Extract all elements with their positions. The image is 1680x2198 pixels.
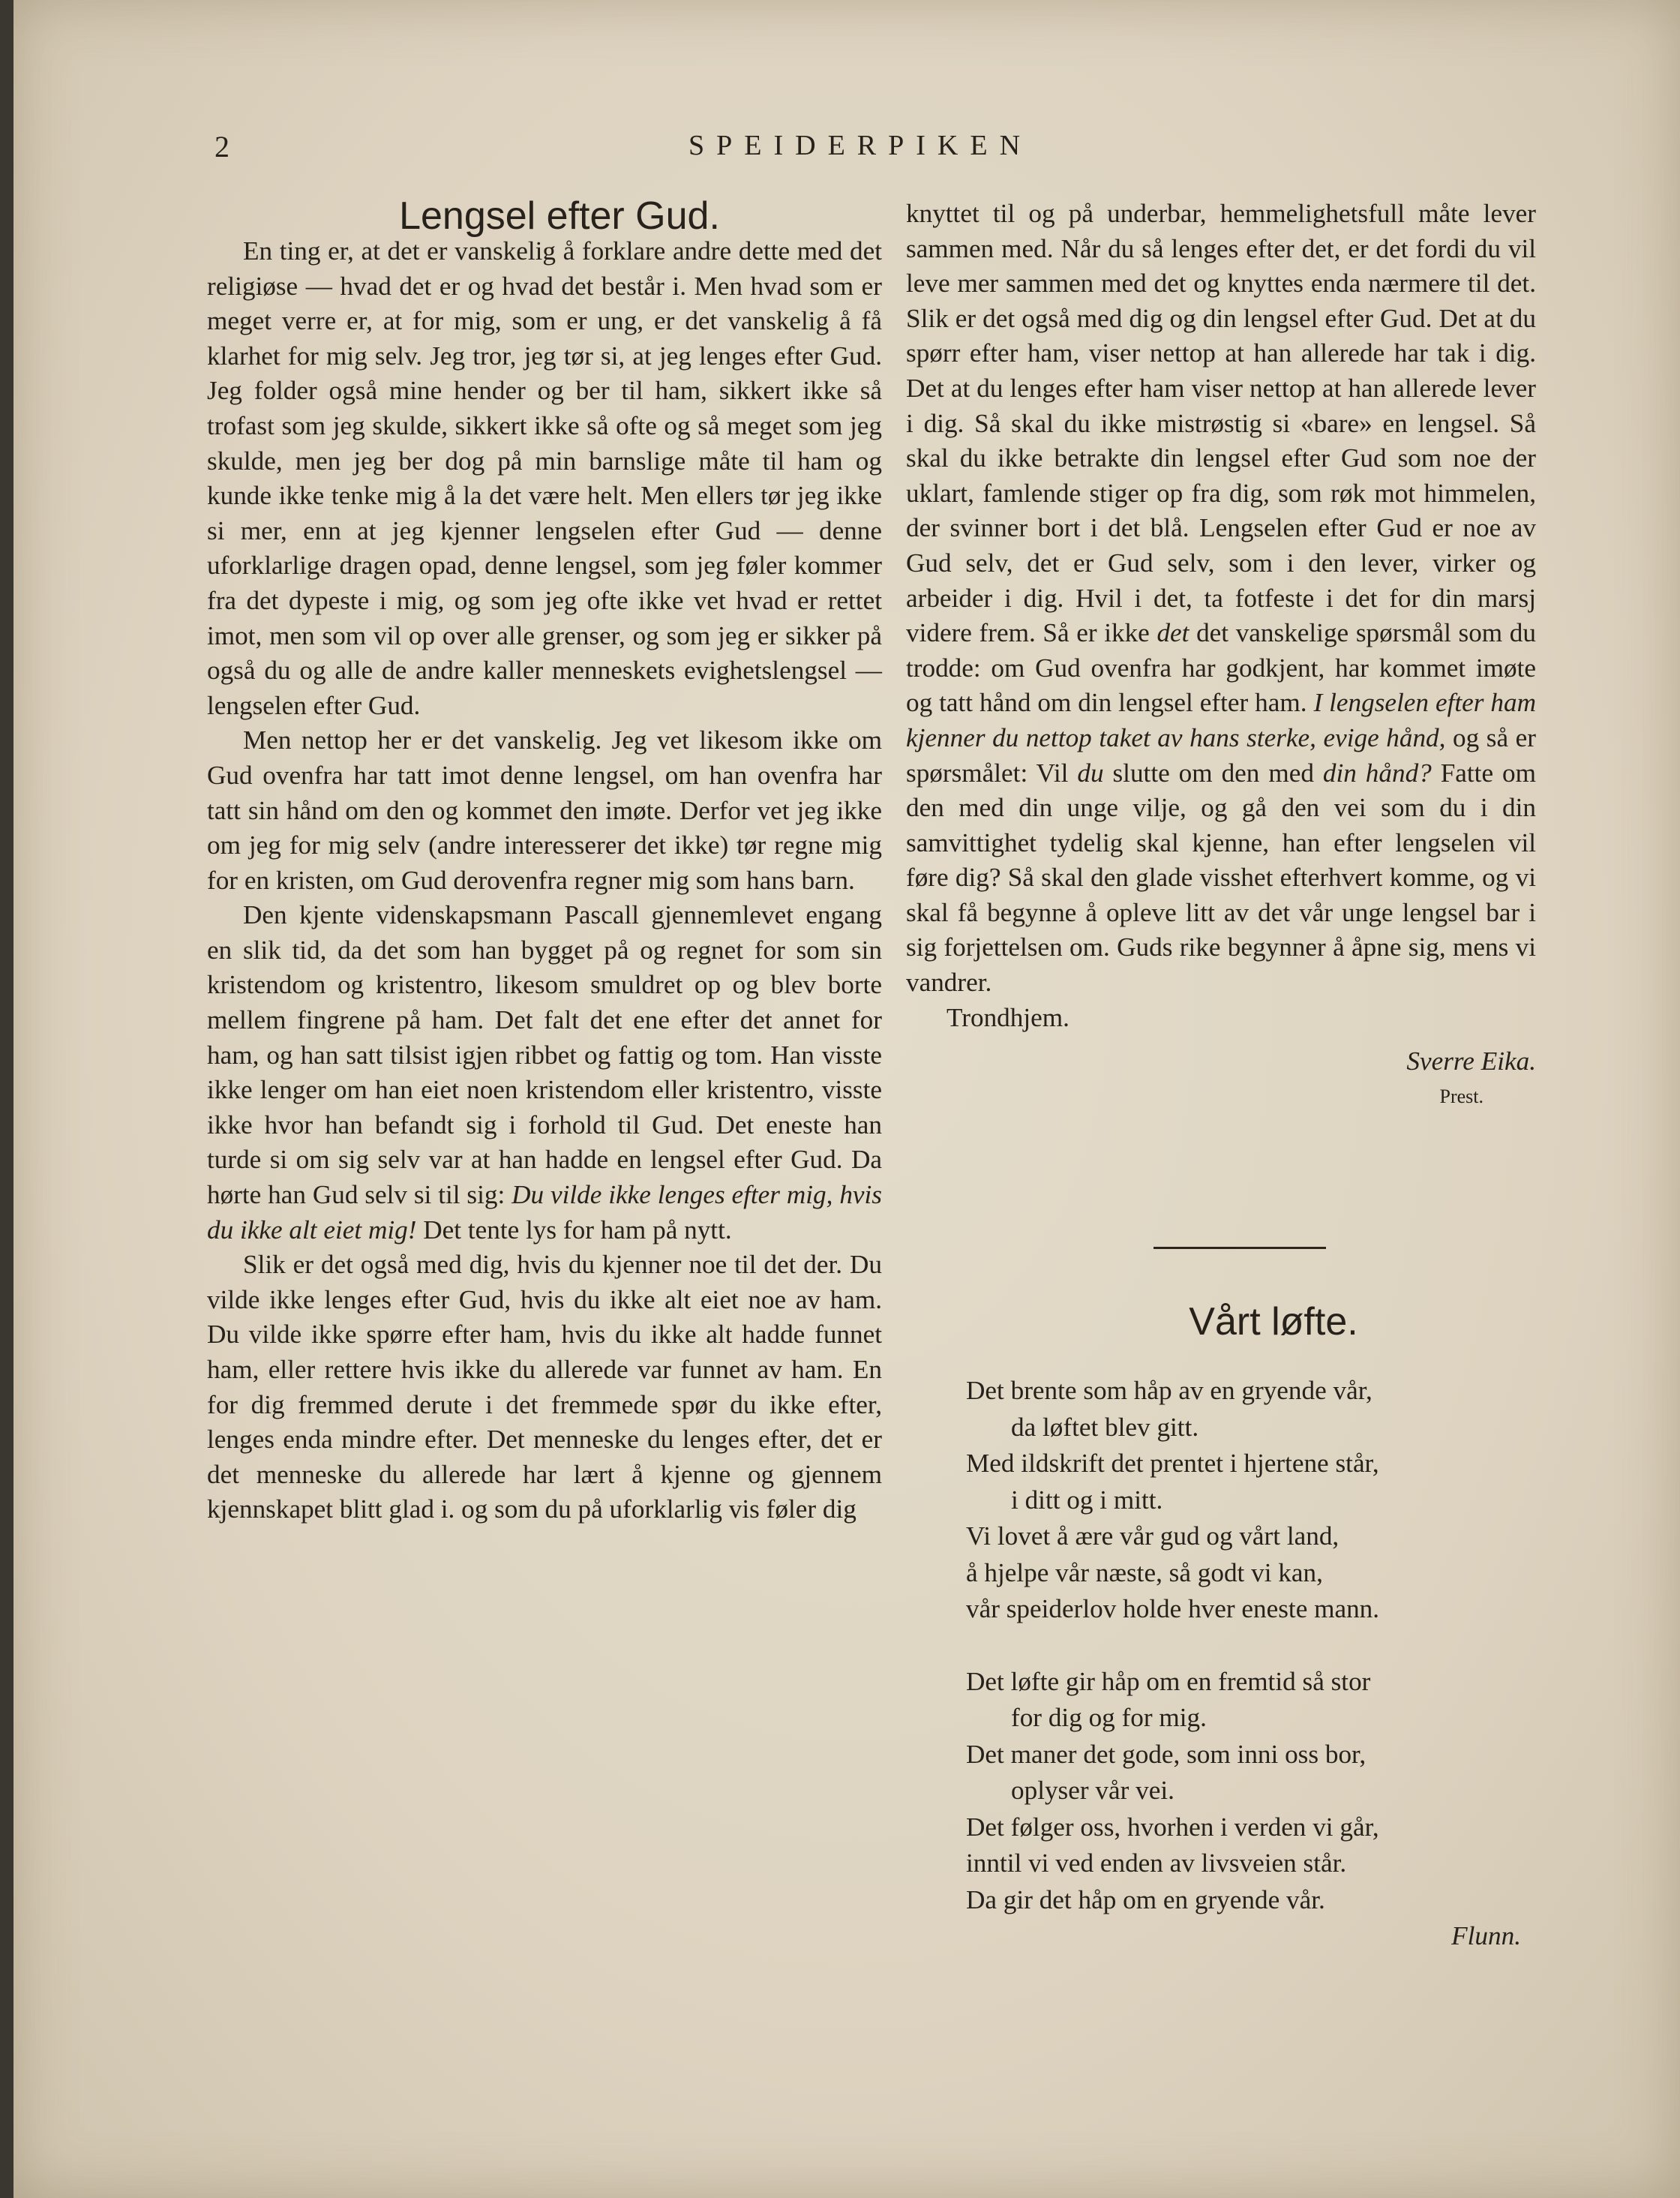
poem-author: Flunn. [1451, 1921, 1521, 1950]
poem-line: å hjelpe vår næste, så godt vi kan, [966, 1557, 1323, 1587]
paragraph-5-part1: knyttet til og på underbar, hemmelighetsfull måte lever sammen med. Når du så lenges efter det, er det fordi du vil leve mer sammen med det og knyttes enda nærmere til det. Slik er det også med dig og din lengsel efter Gud. Det at du spørr efter ham, viser nettop at han allerede har tak i dig. Det at du lenges efter ham viser nettop at han allerede lever i dig. Så skal du ikke mistrøstig si «bare» en lengsel. Så skal du ikke betrakte din lengsel efter Gud som noe der uklart, famlende stiger op fra dig, som røk mot himmelen, der svinner bort i det blå. Lengselen efter Gud er noe av Gud selv, det er Gud selv, som i den lever, virker og arbeider i dig. Hvil i det, ta fotfeste i det for din marsj videre frem. Så er ikke [906, 199, 1536, 648]
paragraph-5-part5: Fatte om den med din unge vilje, og gå den vei som du i din samvittighet tydelig skal kjenne, han efter lengselen vil føre dig? Så skal den glade visshet efterhvert komme, og vi skal få begynne å opleve litt av det vår unge lengsel bar i sig forjettelsen om. Guds rike begynner å åpne sig, mens vi vandrer. [906, 758, 1536, 998]
paragraph-5-part4: slutte om den med [1103, 758, 1323, 788]
poem-line: Vi lovet å ære vår gud og vårt land, [966, 1521, 1340, 1551]
poem-line: inntil vi ved enden av livsveien står. [966, 1848, 1347, 1878]
paragraph-3-text: Den kjente videnskapsmann Pascall gjennemlevet engang en slik tid, da det som han bygget på og regnet for som sin kristendom og kristentro, likesom smuldret op og blev borte mellem fingrene på ham. Det falt det ene efter det annet for ham, og han satt tilsist igjen ribbet og fattig og tom. Han visste ikke lenger om han eiet noen kristendom eller kristentro, visste ikke hvor han befandt sig i forhold til Gud. Det eneste han turde si om sig selv var at han hadde en lengsel efter Gud. Da hørte han Gud selv si til sig: [207, 900, 882, 1210]
paragraph-2: Men nettop her er det vanskelig. Jeg vet likesom ikke om Gud ovenfra har tatt imot denne lengsel, om han ovenfra har tatt sin hånd om den og kommet den imøte. Derfor vet jeg ikke om jeg for mig selv (andre interesserer det ikke) tør regne mig for en kristen, om Gud derovenfra regner mig som hans barn. [207, 725, 882, 895]
page-number: 2 [214, 130, 230, 164]
poem-line: Da gir det håp om en gryende vår. [966, 1884, 1325, 1914]
stanza-gap [966, 1628, 1521, 1664]
poem-line: for dig og for mig. [1011, 1703, 1207, 1732]
emphasis-du: du [1077, 758, 1104, 788]
poem-line: Det følger oss, hvorhen i verden vi går, [966, 1812, 1379, 1842]
emphasis-din-hand: din hånd? [1322, 758, 1432, 788]
section-divider [1154, 1247, 1326, 1249]
emphasis-lengselen: I lengselen efter ham kjenner du nettop taket av hans sterke, evige hånd, [906, 688, 1536, 752]
place-name: Trondhjem. [946, 1002, 1070, 1032]
poem [966, 1373, 1521, 1955]
poem-line: Det maner det gode, som inni oss bor, [966, 1739, 1366, 1769]
poem-line: Det løfte gir håp om en fremtid så stor [966, 1666, 1371, 1696]
poem-line: oplyser vår vei. [1011, 1776, 1174, 1805]
right-column [906, 197, 1536, 1114]
magazine-page [14, 0, 1680, 2198]
emphasis-det: det [1156, 618, 1190, 648]
poem-line: i ditt og i mitt. [1011, 1485, 1163, 1515]
poem-line: Det brente som håp av en gryende vår, [966, 1376, 1372, 1405]
author-signature: Sverre Eika. [1406, 1046, 1536, 1076]
poem-line: vår speiderlov holde hver eneste mann. [966, 1594, 1380, 1623]
running-title: SPEIDERPIKEN [688, 130, 1033, 161]
pascal-quote: Du vilde ikke lenges efter mig, hvis du ikke alt eiet mig! [207, 1180, 882, 1245]
article-title: Lengsel efter Gud. [399, 194, 720, 238]
paragraph-3 [207, 898, 882, 1248]
paragraph-1: En ting er, at det er vanskelig å forklare andre dette med det religiøse — hvad det er og hvad det består i. Men hvad som er meget verre er, at for mig, som er ung, er det vanskelig å få klarhet for mig selv. Jeg tror, jeg tør si, at jeg lenges efter Gud. Jeg folder også mine hender og ber til ham, sikkert ikke så trofast som jeg skulde, sikkert ikke så ofte og så meget som jeg skulde, men jeg ber dog på min barnslige måte til ham og kunde ikke tenke mig å la det være helt. Men ellers tør jeg ikke si mer, enn at jeg kjenner lengselen efter Gud — denne uforklarlige dragen opad, denne lengsel, som jeg føler kommer fra det dypeste i mig, og som jeg ofte ikke vet hvad er rettet imot, men som vil op over alle grenser, og som jeg er sikker på også du og alle de andre kaller menneskets evighetslengsel — lengselen efter Gud. [207, 236, 882, 720]
paragraph-5-part3: og så er spørsmålet: Vil [906, 722, 1536, 788]
poem-line: da løftet blev gitt. [1011, 1412, 1199, 1442]
author-title: Prest. [1439, 1085, 1484, 1107]
paragraph-4: Slik er det også med dig, hvis du kjenner noe til det der. Du vilde ikke lenges efter Gud, hvis du ikke alt eiet noe av ham. Du vilde ikke spørre efter ham, hvis du ikke alt hadde funnet ham, eller rettere hvis ikke du allerede var funnet av ham. En for dig fremmed derute i det fremmede spør du ikke efter, lenges enda mindre efter. Det menneske du lenges efter, det er det menneske du allerede har lært å kjenne og gjennem kjennskapet blitt glad i. og som du på uforklarlig vis føler dig [207, 1250, 882, 1524]
paragraph-5-part2: det vanskelige spørsmål som du trodde: om Gud ovenfra har godkjent, har kommet imøte og tatt hånd om din lengsel efter ham. [906, 618, 1536, 718]
paragraph-5 [906, 197, 1536, 1001]
quote-after: Det tente lys for ham på nytt. [416, 1215, 732, 1245]
poem-title: Vårt løfte. [1189, 1300, 1358, 1344]
left-column [207, 234, 882, 1527]
poem-line: Med ildskrift det prentet i hjertene står, [966, 1449, 1379, 1478]
